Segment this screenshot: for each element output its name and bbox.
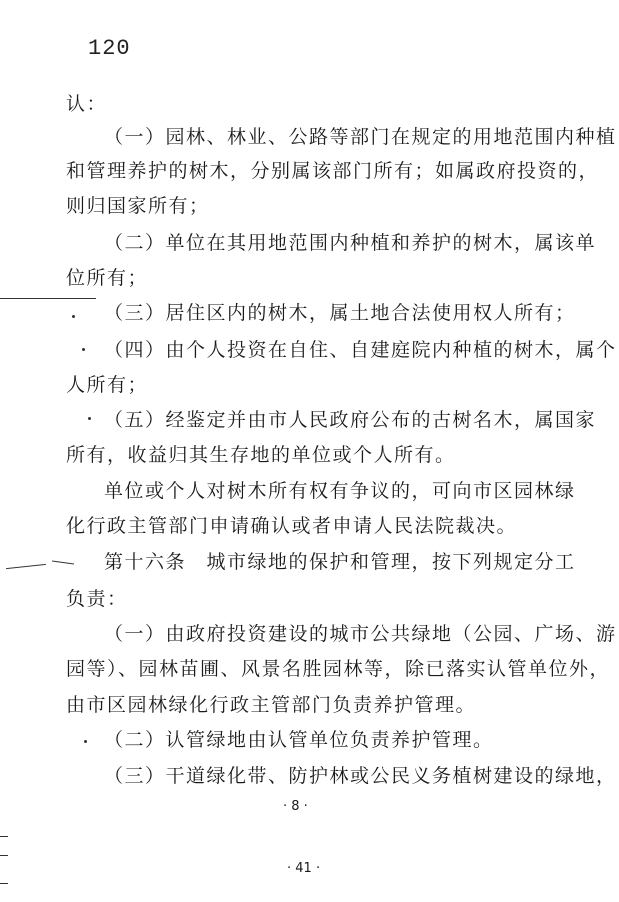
inner-page-number: · 8 ·: [283, 799, 308, 814]
text-line-8: （四）由个人投资在自住、自建庭院内种植的树木，属个: [104, 339, 617, 361]
scan-speck: [82, 348, 85, 351]
text-line-16: （一）由政府投资建设的城市公共绿地（公园、广场、游: [104, 623, 617, 645]
text-line-9: 人所有；: [66, 374, 149, 396]
text-line-2: （一）园林、林业、公路等部门在规定的用地范围内种植: [104, 126, 617, 148]
text-line-13: 化行政主管部门申请确认或者申请人民法院裁决。: [66, 515, 518, 537]
scan-edge-mark: [0, 855, 8, 856]
text-line-10: （五）经鉴定并由市人民政府公布的古树名木，属国家: [104, 409, 597, 431]
outer-page-number: · 41 ·: [287, 861, 321, 876]
scan-pen-stroke: [6, 564, 46, 569]
scan-speck: [72, 315, 75, 318]
scan-pen-stroke: [52, 560, 74, 564]
scan-edge-mark: [0, 836, 8, 837]
text-line-3: 和管理养护的树木，分别属该部门所有；如属政府投资的，: [66, 160, 600, 182]
text-line-12: 单位或个人对树木所有权有争议的，可向市区园林绿: [104, 480, 576, 502]
text-line-4: 则归国家所有；: [66, 195, 210, 217]
text-line-19: （二）认管绿地由认管单位负责养护管理。: [104, 729, 494, 751]
article-16-heading-line: 第十六条 城市绿地的保护和管理，按下列规定分工: [104, 551, 576, 573]
text-line-1: 认：: [66, 93, 108, 115]
scan-edge-mark: [0, 883, 8, 884]
scan-speck: [88, 417, 91, 420]
text-line-7: （三）居住区内的树木，属土地合法使用权人所有；: [104, 302, 576, 324]
text-line-15: 负责：: [66, 588, 128, 610]
handwritten-page-number: 120: [88, 36, 131, 61]
scan-rule-line: [0, 298, 96, 299]
text-line-6: 位所有；: [66, 267, 149, 289]
text-line-18: 由市区园林绿化行政主管部门负责养护管理。: [66, 694, 477, 716]
text-line-17: 园等）、园林苗圃、风景名胜园林等，除已落实认管单位外，: [66, 658, 611, 680]
scan-speck: [84, 740, 87, 743]
text-line-5: （二）单位在其用地范围内种植和养护的树木，属该单: [104, 232, 597, 254]
text-line-11: 所有，收益归其生存地的单位或个人所有。: [66, 444, 456, 466]
text-line-20: （三）干道绿化带、防护林或公民义务植树建设的绿地，: [104, 765, 617, 787]
